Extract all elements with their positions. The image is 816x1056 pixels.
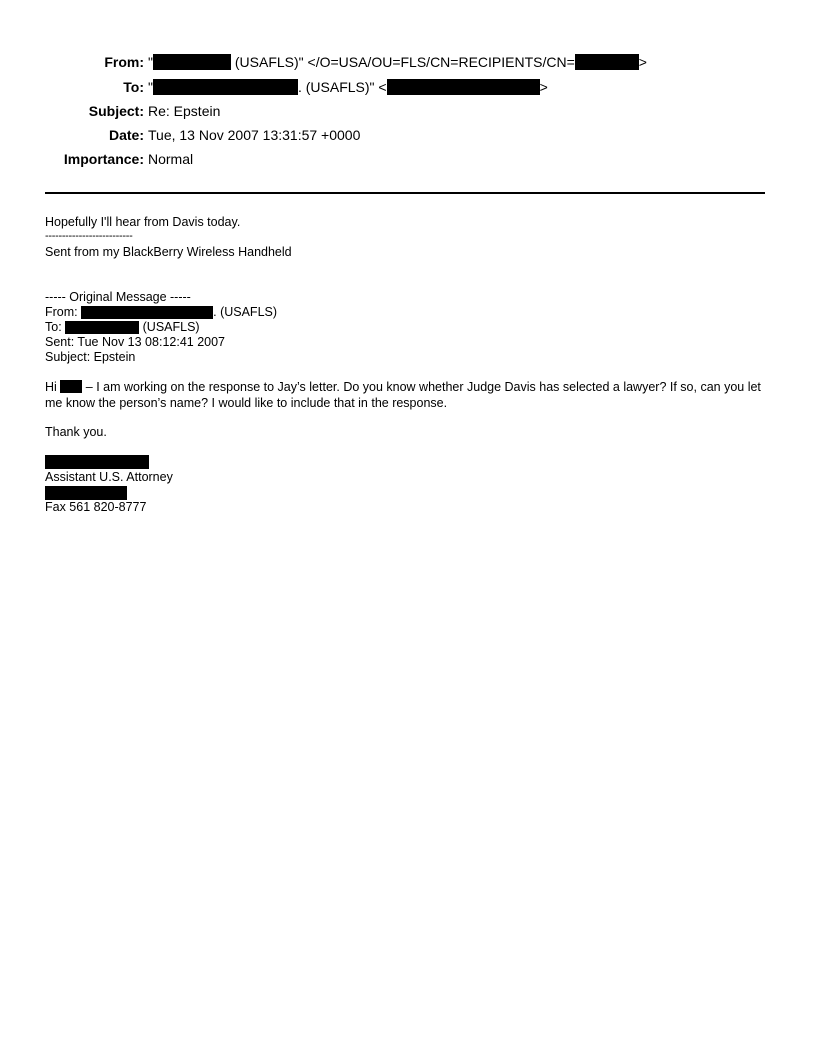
from-value xyxy=(148,51,647,73)
reply-line: Hopefully I'll hear from Davis today. xyxy=(45,215,241,229)
original-from-label: From: xyxy=(45,305,78,319)
original-body-paragraph xyxy=(45,380,773,411)
header-date-row xyxy=(0,124,816,146)
redaction-bar xyxy=(45,486,127,500)
subject-label: Subject: xyxy=(88,103,144,119)
to-end: > xyxy=(539,79,548,95)
original-to-suffix: (USAFLS) xyxy=(139,320,200,334)
body-text: – I am working on the response to Jay’s letter. Do you know whether Judge Davis has selected a lawyer? If so, can you let me know the person’s name? I would like to include that in the response. xyxy=(45,380,761,410)
to-value xyxy=(148,76,548,98)
importance-value: Normal xyxy=(148,151,194,167)
redaction-bar xyxy=(153,54,231,70)
redaction-bar xyxy=(65,321,139,334)
to-prefix: " xyxy=(148,79,153,95)
sent-from-line: Sent from my BlackBerry Wireless Handheld xyxy=(45,245,292,259)
original-sent-line: Sent: Tue Nov 13 08:12:41 2007 xyxy=(45,335,225,349)
importance-label: Importance: xyxy=(63,151,144,167)
reply-dashes: -------------------------- xyxy=(45,230,133,242)
header-from-row xyxy=(0,51,816,73)
to-label: To: xyxy=(123,79,144,95)
original-subject-line: Subject: Epstein xyxy=(45,350,136,364)
signature-title: Assistant U.S. Attorney xyxy=(45,470,173,484)
date-label: Date: xyxy=(108,127,144,143)
redaction-bar xyxy=(60,380,82,393)
redaction-bar xyxy=(81,306,213,319)
header-importance-row xyxy=(0,148,816,170)
greeting: Hi xyxy=(45,380,57,394)
from-prefix: " xyxy=(148,54,153,70)
from-end: > xyxy=(638,54,647,70)
header-subject-row xyxy=(0,100,816,122)
redaction-bar xyxy=(153,79,298,95)
header-to-row xyxy=(0,76,816,98)
redaction-bar xyxy=(387,79,540,95)
thanks-line: Thank you. xyxy=(45,425,107,439)
original-to-row xyxy=(45,320,775,335)
original-to-label: To: xyxy=(45,320,62,334)
original-message-marker: ----- Original Message ----- xyxy=(45,290,191,304)
subject-value: Re: Epstein xyxy=(148,103,221,119)
redaction-bar xyxy=(45,455,149,469)
original-from-suffix: . (USAFLS) xyxy=(213,305,278,319)
redaction-bar xyxy=(575,54,639,70)
original-from-row xyxy=(45,305,775,320)
to-suffix: . (USAFLS)" < xyxy=(297,79,387,95)
date-value: Tue, 13 Nov 2007 13:31:57 +0000 xyxy=(148,127,361,143)
fax-line: Fax 561 820-8777 xyxy=(45,500,147,514)
from-suffix: (USAFLS)" </O=USA/OU=FLS/CN=RECIPIENTS/CN= xyxy=(230,54,575,70)
header-divider xyxy=(45,192,765,194)
from-label: From: xyxy=(104,54,144,70)
